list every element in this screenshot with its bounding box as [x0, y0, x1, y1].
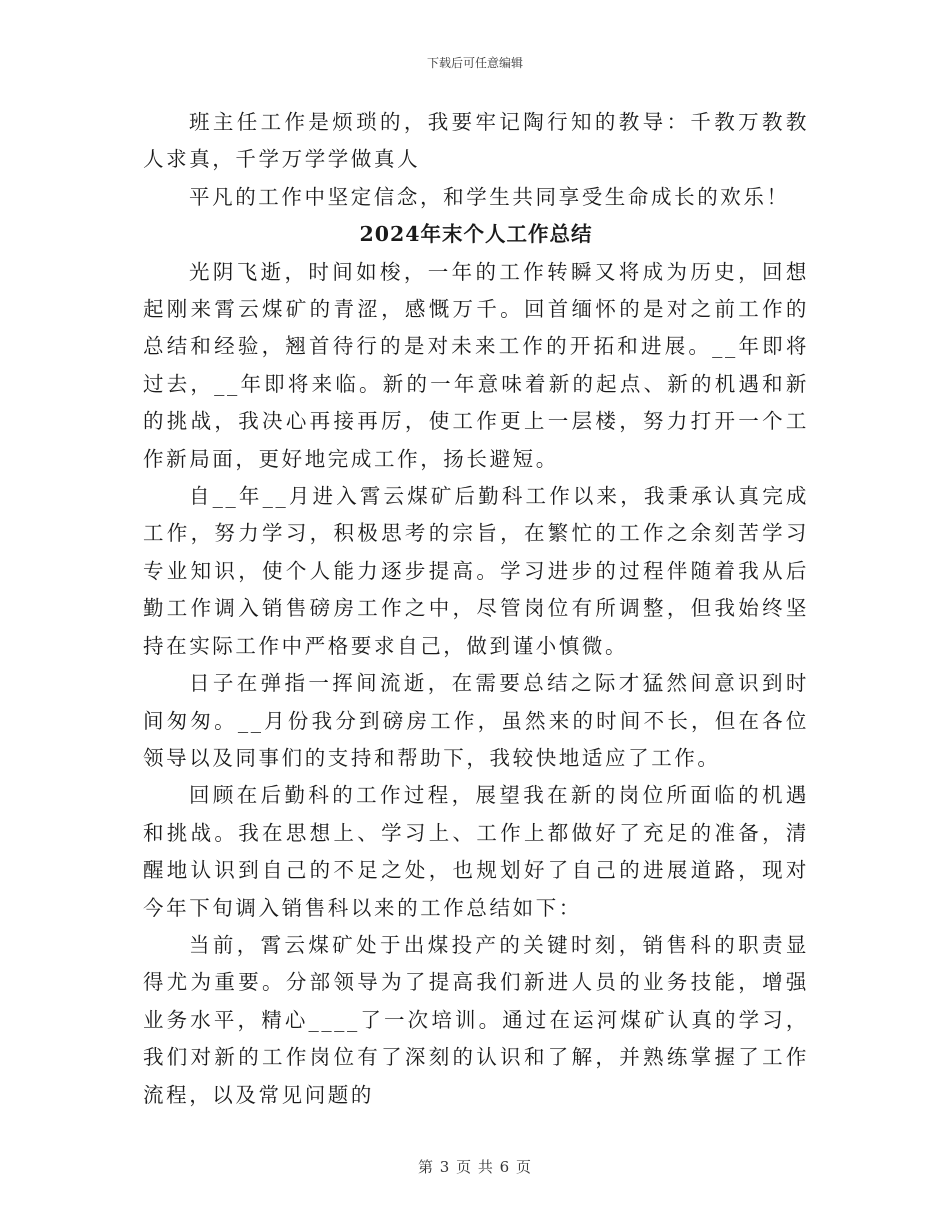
document-body: [143, 104, 809, 1114]
body-paragraph-4: 回顾在后勤科的工作过程，展望我在新的岗位所面临的机遇和挑战。我在思想上、学习上、工作上都做好了充足的准备，清醒地认识到自己的不足之处，也规划好了自己的进展道路，现对今年下旬调入销售科以来的工作总结如下：: [143, 783, 809, 920]
page-number: 第 3 页 共 6 页: [418, 1158, 532, 1176]
intro-paragraph-1: 班主任工作是烦琐的，我要牢记陶行知的教导：千教万教教人求真，千学万学学做真人: [143, 110, 809, 172]
body-paragraph-2: 自__年__月进入霄云煤矿后勤科工作以来，我秉承认真完成工作，努力学习，积极思考的宗旨，在繁忙的工作之余刻苦学习专业知识，使个人能力逐步提高。学习进步的过程伴随着我从后勤工作调入销售磅房工作之中，尽管岗位有所调整，但我始终坚持在实际工作中严格要求自己，做到谨小慎微。: [143, 484, 809, 658]
body-paragraph-1: 光阴飞逝，时间如梭，一年的工作转瞬又将成为历史，回想起刚来霄云煤矿的青涩，感慨万千。回首缅怀的是对之前工作的总结和经验，翘首待行的是对未来工作的开拓和进展。__年即将过去，__年即将来临。新的一年意味着新的起点、新的机遇和新的挑战，我决心再接再厉，使工作更上一层楼，努力打开一个工作新局面，更好地完成工作，扬长避短。: [143, 259, 809, 471]
header-note: 下载后可任意编辑: [426, 56, 523, 70]
intro-paragraph-2: 平凡的工作中坚定信念，和学生共同享受生命成长的欢乐！: [189, 184, 790, 209]
document-title: 2024年末个人工作总结: [359, 222, 593, 247]
body-paragraph-5: 当前，霄云煤矿处于出煤投产的关键时刻，销售科的职责显得尤为重要。分部领导为了提高我们新进人员的业务技能，增强业务水平，精心____了一次培训。通过在运河煤矿认真的学习，我们对新的工作岗位有了深刻的认识和了解，并熟练掌握了工作流程，以及常见问题的: [143, 932, 809, 1107]
body-paragraph-3: 日子在弹指一挥间流逝，在需要总结之际才猛然间意识到时间匆匆。__月份我分到磅房工作，虽然来的时间不长，但在各位领导以及同事们的支持和帮助下，我较快地适应了工作。: [143, 671, 809, 770]
